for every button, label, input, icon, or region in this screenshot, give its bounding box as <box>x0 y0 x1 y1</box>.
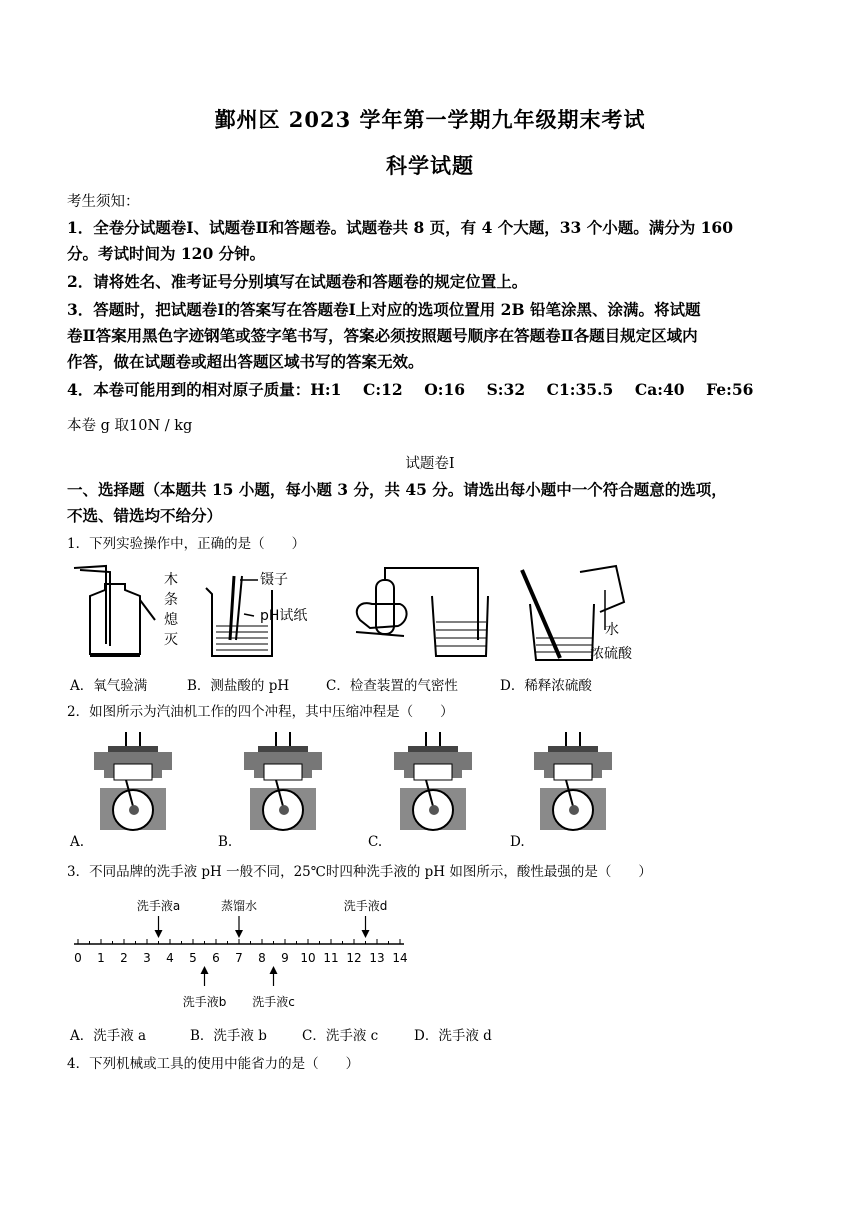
ph-marker-head-c <box>270 966 278 974</box>
q3-option-b: B．洗手液 b <box>190 1028 267 1044</box>
q2-engine-a <box>94 732 172 830</box>
q2-option-d: D. <box>510 834 525 850</box>
q1-d-acid-label: 浓硫酸 <box>590 646 632 662</box>
notice-item-1-cont: 分。考试时间为 120 分钟。 <box>67 244 266 263</box>
ph-tick-label: 0 <box>74 951 82 965</box>
notice-item-3-cont-1: 卷Ⅱ答案用黑色字迹钢笔或签字笔书写，答案必须按照题号顺序在答题卷Ⅱ各题目规定区域内 <box>67 326 698 345</box>
q1-option-c: C．检查装置的气密性 <box>326 678 458 694</box>
q4-stem: 4．下列机械或工具的使用中能省力的是（ ） <box>67 1056 360 1072</box>
ph-tick-label: 9 <box>281 951 289 965</box>
q2-option-b: B. <box>218 834 233 850</box>
ph-marker-label-b: 洗手液b <box>182 995 227 1009</box>
q1-figure-c <box>356 568 488 656</box>
q1-a-label-4: 灭 <box>164 632 178 648</box>
q2-option-a: A. <box>70 834 85 850</box>
q1-d-liquid <box>536 638 592 652</box>
q3-ph-scale <box>60 890 420 1020</box>
q1-figures <box>60 560 680 670</box>
q2-engine-c <box>394 732 472 830</box>
q3-option-c: C．洗手液 c <box>302 1028 379 1044</box>
notice-item-1: 1．全卷分试题卷Ⅰ、试题卷Ⅱ和答题卷。试题卷共 8 页，有 4 个大题，33 个小题。满分为 160 <box>67 218 733 237</box>
q2-engine-b <box>244 732 322 830</box>
ph-marker-head-b <box>201 966 209 974</box>
ph-marker-label-c: 洗手液c <box>252 995 295 1009</box>
ph-marker-head-d <box>362 930 370 938</box>
volume-title: 试题卷Ⅰ <box>405 456 455 472</box>
ph-tick-label: 14 <box>392 951 408 965</box>
q1-b-liquid <box>216 626 268 650</box>
q1-d-water-label: 水 <box>605 622 619 638</box>
ph-marker-head-a <box>155 930 163 938</box>
q2-option-c: C. <box>368 834 383 850</box>
ph-tick-label: 6 <box>212 951 220 965</box>
ph-tick-label: 3 <box>143 951 151 965</box>
ph-tick-label: 2 <box>120 951 128 965</box>
ph-tick-label: 5 <box>189 951 197 965</box>
ph-marker-label-water: 蒸馏水 <box>220 899 258 913</box>
q3-stem: 3．不同品牌的洗手液 pH 一般不同，25℃时四种洗手液的 pH 如图所示，酸性最强的是（ ） <box>67 864 652 880</box>
q1-figure-a <box>74 566 155 656</box>
q1-a-label-2: 条 <box>164 592 178 608</box>
ph-tick-label: 11 <box>323 951 339 965</box>
notice-heading: 考生须知： <box>67 194 140 210</box>
notice-item-2: 2．请将姓名、准考证号分别填写在试题卷和答题卷的规定位置上。 <box>67 272 528 291</box>
q3-option-d: D．洗手液 d <box>414 1028 492 1044</box>
ph-marker-label-d: 洗手液d <box>343 899 388 913</box>
q2-engine-figures <box>90 726 650 836</box>
notice-item-3-cont-2: 作答，做在试题卷或超出答题区域书写的答案无效。 <box>67 352 424 371</box>
ph-tick-label: 7 <box>235 951 243 965</box>
ph-tick-label: 13 <box>369 951 385 965</box>
exam-title: 鄞州区 2023 学年第一学期九年级期末考试 <box>214 107 646 132</box>
ph-marker-label-a: 洗手液a <box>136 899 181 913</box>
q1-option-d: D．稀释浓硫酸 <box>500 678 592 694</box>
notice-item-3: 3．答题时，把试题卷Ⅰ的答案写在答题卷Ⅰ上对应的选项位置用 2B 铅笔涂黑、涂满。将试题 <box>67 300 701 319</box>
ph-tick-label: 8 <box>258 951 266 965</box>
section-heading: 一、选择题（本题共 15 小题，每小题 3 分，共 45 分。请选出每小题中一个符合题意的选项， <box>67 480 727 499</box>
q1-a-label-3: 熄 <box>164 612 178 628</box>
q1-a-label-1: 木 <box>164 572 178 588</box>
section-heading-cont: 不选、错选均不给分） <box>67 506 223 525</box>
q1-option-b: B．测盐酸的 pH <box>187 678 290 694</box>
q1-option-a: A．氧气验满 <box>70 678 148 694</box>
ph-tick-label: 10 <box>300 951 316 965</box>
ph-tick-label: 1 <box>97 951 105 965</box>
ph-tick-label: 12 <box>346 951 362 965</box>
q3-option-a: A．洗手液 a <box>70 1028 147 1044</box>
q2-stem: 2．如图所示为汽油机工作的四个冲程，其中压缩冲程是（ ） <box>67 704 454 720</box>
q2-engine-d <box>534 732 612 830</box>
q1-b-paper-label: pH试纸 <box>260 608 308 624</box>
notice-item-4: 4．本卷可能用到的相对原子质量：H:1 C:12 O:16 S:32 C1:35.5 Ca:40 Fe:56 <box>67 380 754 399</box>
g-note: 本卷 g 取10N / kg <box>67 418 193 434</box>
exam-subtitle: 科学试题 <box>386 153 474 178</box>
ph-marker-head-water <box>235 930 243 938</box>
ph-tick-label: 4 <box>166 951 174 965</box>
q1-b-tweezers-label: 镊子 <box>260 572 288 588</box>
q1-stem: 1．下列实验操作中，正确的是（ ） <box>67 536 306 552</box>
